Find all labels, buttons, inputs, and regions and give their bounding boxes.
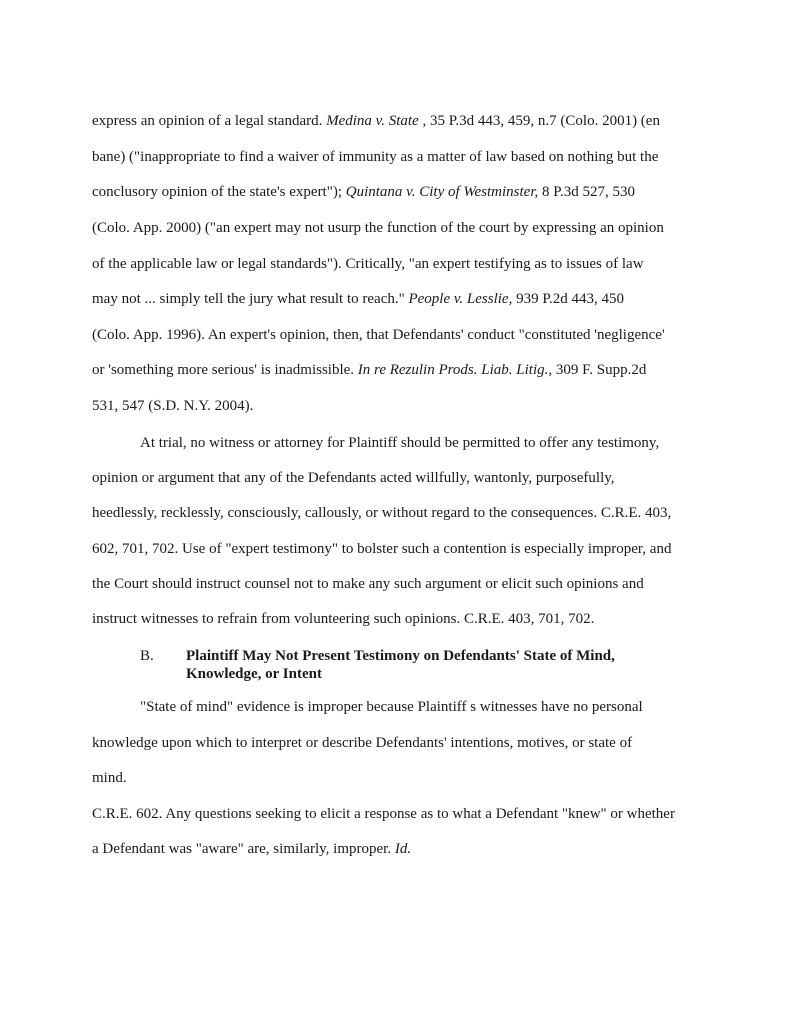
text-line: bane) ("inappropriate to find a waiver of immunity as a matter of law based on nothing but the — [92, 149, 659, 165]
text-line: a Defendant was "aware" are, similarly, improper. Id. — [92, 841, 412, 857]
text-line: 531, 547 (S.D. N.Y. 2004). — [92, 398, 254, 414]
text-line: knowledge upon which to interpret or describe Defendants' intentions, motives, or state of — [92, 735, 633, 751]
case-citation: Id. — [394, 841, 412, 857]
case-citation: People v. Lesslie, — [408, 291, 513, 307]
heading-title-line-2: Knowledge, or Intent — [186, 666, 322, 682]
text-line: may not ... simply tell the jury what result to reach." People v. Lesslie, 939 P.2d 443, 450 — [92, 291, 625, 307]
case-citation: In re Rezulin Prods. Liab. Litig., — [357, 362, 553, 378]
text-line: the Court should instruct counsel not to make any such argument or elicit such opinions and — [92, 576, 644, 592]
text-line: conclusory opinion of the state's expert"); Quintana v. City of Westminster, 8 P.3d 527, 530 — [92, 184, 635, 200]
text-line: of the applicable law or legal standards"). Critically, "an expert testifying as to issues of law — [92, 256, 644, 272]
text-line: express an opinion of a legal standard. Medina v. State , 35 P.3d 443, 459, n.7 (Colo. 2001) (en — [92, 113, 660, 129]
case-citation: Quintana v. City of Westminster, — [345, 184, 539, 200]
text-line: heedlessly, recklessly, consciously, callously, or without regard to the consequences. C.R.E. 403, — [92, 505, 672, 521]
text-line: (Colo. App. 1996). An expert's opinion, then, that Defendants' conduct "constituted 'negligence' — [92, 327, 665, 343]
text-line: (Colo. App. 2000) ("an expert may not usurp the function of the court by expressing an opinion — [92, 220, 664, 236]
text-line: or 'something more serious' is inadmissible. In re Rezulin Prods. Liab. Litig., 309 F. Supp.2d — [92, 362, 647, 378]
text-line: 602, 701, 702. Use of "expert testimony" to bolster such a contention is especially improper, and — [92, 541, 672, 557]
text-line: instruct witnesses to refrain from volunteering such opinions. C.R.E. 403, 701, 702. — [92, 611, 595, 627]
text-line: opinion or argument that any of the Defendants acted willfully, wantonly, purposefully, — [92, 470, 615, 486]
case-citation: Medina v. State — [326, 113, 419, 129]
text-line: At trial, no witness or attorney for Plaintiff should be permitted to offer any testimony, — [140, 435, 660, 451]
text-line: C.R.E. 602. Any questions seeking to elicit a response as to what a Defendant "knew" or whether — [92, 806, 675, 822]
heading-letter: B. — [140, 648, 154, 664]
heading-title-line-1: Plaintiff May Not Present Testimony on Defendants' State of Mind, — [186, 648, 615, 664]
text-line: mind. — [92, 770, 127, 786]
text-line: "State of mind" evidence is improper because Plaintiff s witnesses have no personal — [140, 699, 643, 715]
